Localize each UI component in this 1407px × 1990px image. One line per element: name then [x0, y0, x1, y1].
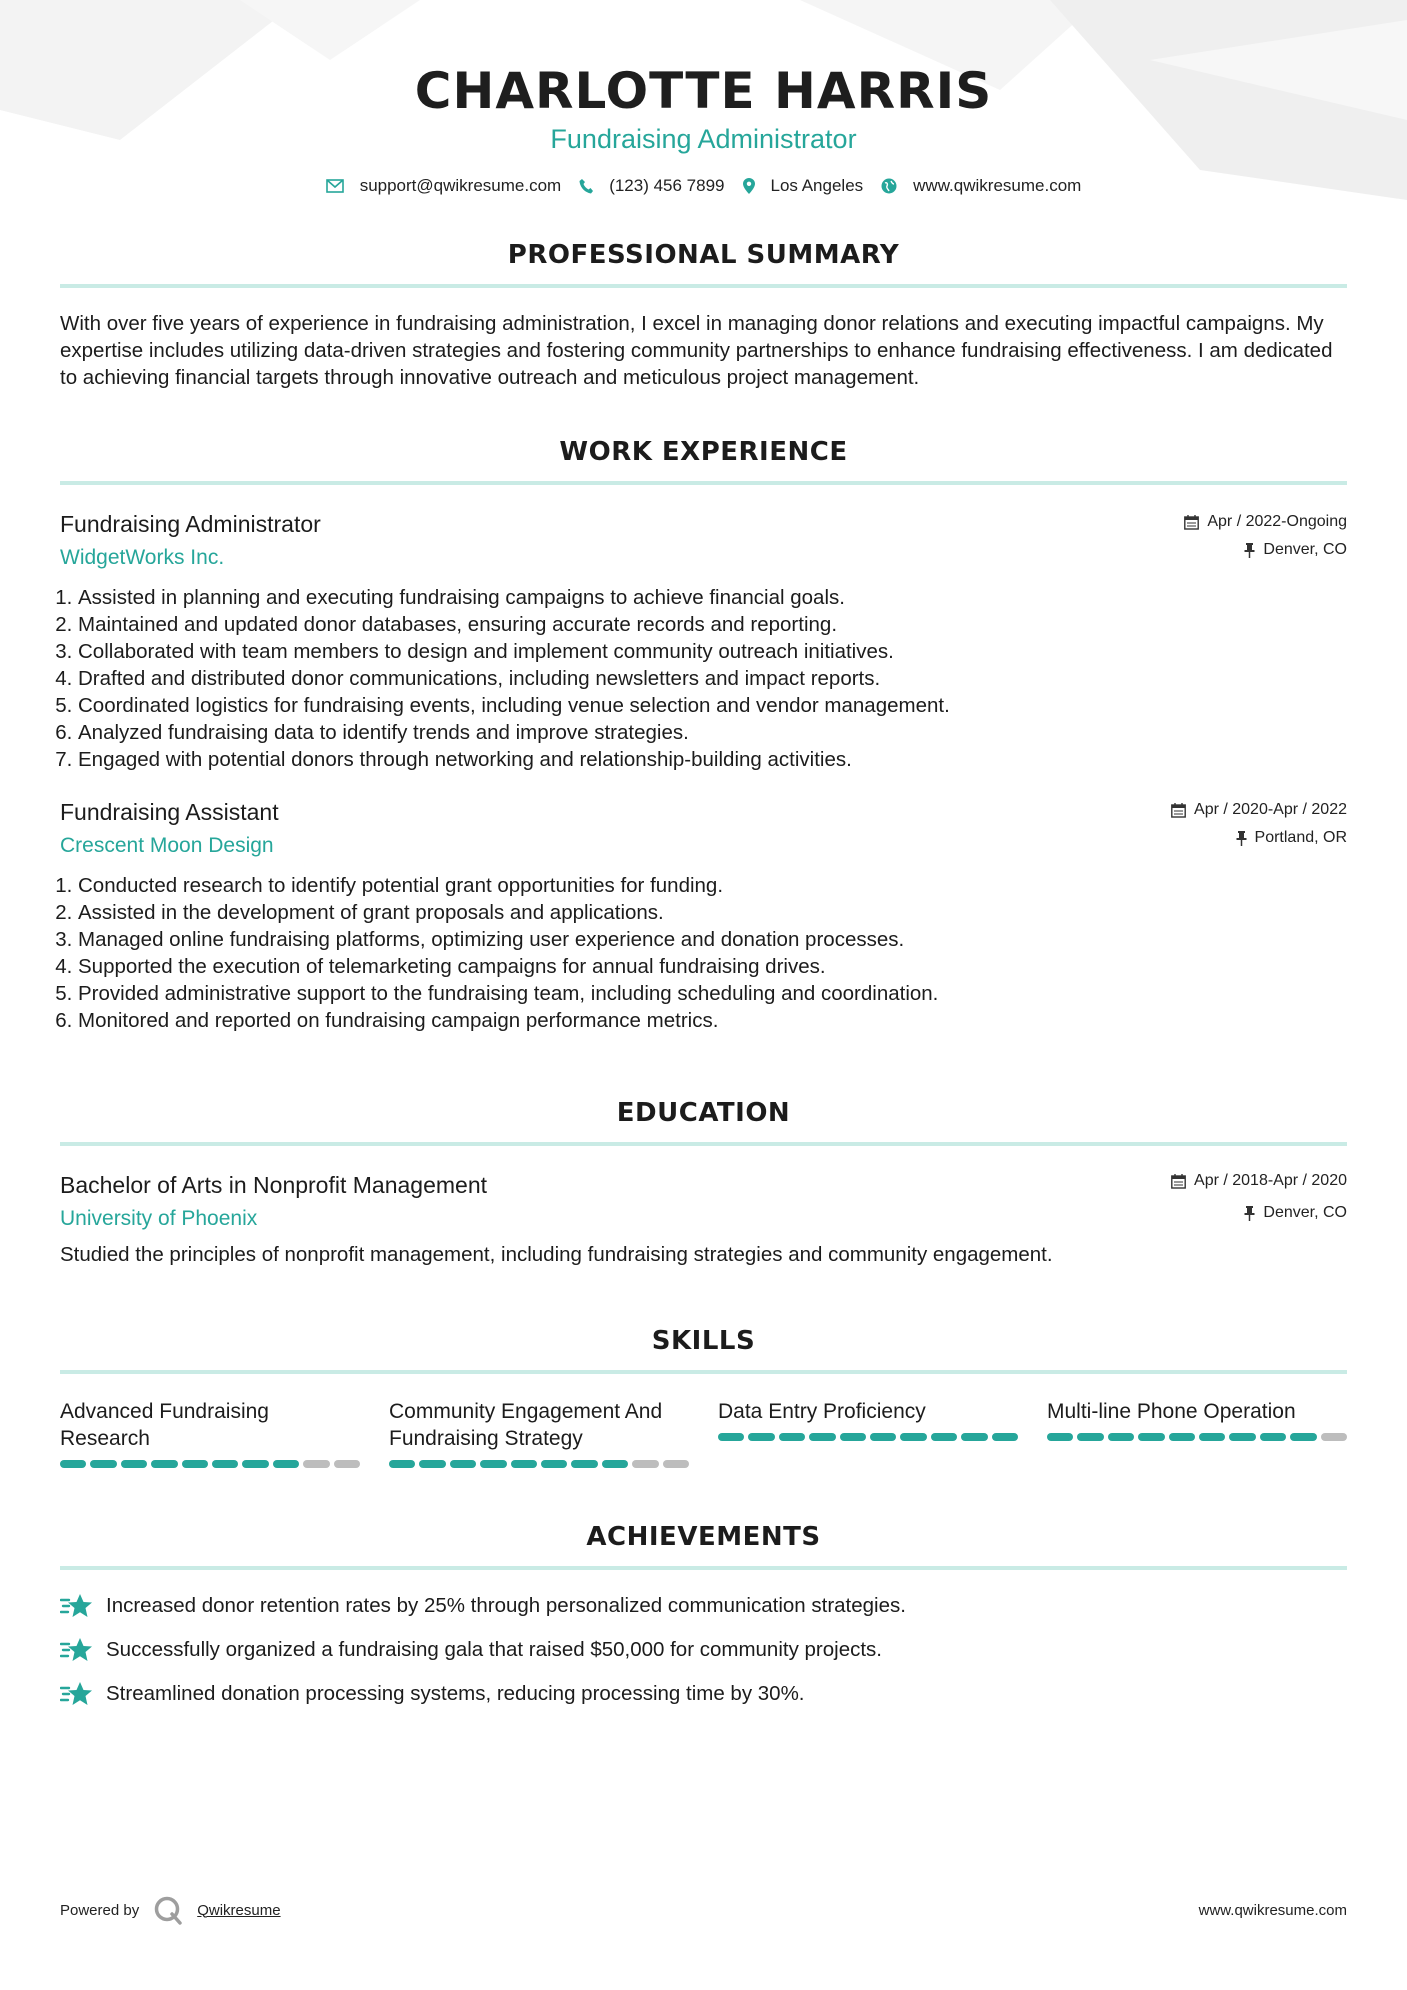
education-description: Studied the principles of nonprofit management, including fundraising strategies and community engagement. [60, 1243, 1053, 1266]
skill-item [718, 1398, 1018, 1468]
company-name: WidgetWorks Inc. [60, 546, 225, 569]
skill-segment-filled [1138, 1433, 1164, 1441]
contact-phone[interactable] [579, 176, 724, 196]
list-item: 2. Assisted in the development of grant proposals and applications. [78, 899, 1347, 926]
list-item: 3. Managed online fundraising platforms, optimizing user experience and donation processes. [78, 926, 1347, 953]
contact-email[interactable] [326, 176, 562, 196]
job-location [1171, 829, 1347, 847]
skill-segment-empty [334, 1460, 360, 1468]
job-dates [1184, 513, 1347, 531]
skill-segment-filled [151, 1460, 177, 1468]
education-section [60, 1098, 1347, 1268]
skill-segment-filled [541, 1460, 567, 1468]
experience-section [60, 437, 1347, 1034]
skill-segment-filled [571, 1460, 597, 1468]
skill-segment-filled [121, 1460, 147, 1468]
section-title-skills: SKILLS [651, 1326, 756, 1356]
skill-segment-filled [900, 1433, 926, 1441]
star-icon [60, 1593, 92, 1619]
skill-segment-filled [718, 1433, 744, 1441]
company-name: Crescent Moon Design [60, 834, 274, 857]
contact-email-text: support@qwikresume.com [359, 176, 562, 195]
section-divider [60, 284, 1347, 288]
job-location-text: Denver, CO [1263, 541, 1347, 558]
list-item: 6. Monitored and reported on fundraising campaign performance metrics. [78, 1007, 1347, 1034]
calendar-icon [1171, 803, 1186, 818]
skill-segment-filled [90, 1460, 116, 1468]
skill-segment-empty [663, 1460, 689, 1468]
skill-segment-filled [1047, 1433, 1073, 1441]
skill-segment-filled [1169, 1433, 1195, 1441]
contact-phone-text: (123) 456 7899 [609, 176, 725, 195]
list-item: 1. Assisted in planning and executing fundraising campaigns to achieve financial goals. [78, 584, 1347, 611]
skill-name: Multi-line Phone Operation [1047, 1400, 1296, 1423]
job-title: Fundraising Assistant [60, 799, 279, 825]
job-meta [1184, 513, 1347, 559]
skill-segment-filled [1260, 1433, 1286, 1441]
degree-title: Bachelor of Arts in Nonprofit Management [60, 1172, 488, 1198]
skill-segment-filled [480, 1460, 506, 1468]
section-divider [60, 1142, 1347, 1146]
skill-item [389, 1398, 689, 1468]
section-divider [60, 1566, 1347, 1570]
list-item: 3. Collaborated with team members to design and implement community outreach initiatives. [78, 638, 1347, 665]
achievement-text: Increased donor retention rates by 25% through personalized communication strategies. [106, 1594, 906, 1617]
achievement-item [60, 1672, 1347, 1716]
map-pin-icon [743, 178, 755, 194]
job-entry [60, 797, 1347, 1034]
qwikresume-link[interactable]: Qwikresume [197, 1901, 281, 1919]
skill-name: Advanced Fundraising Research [60, 1400, 269, 1450]
achievements-section [60, 1522, 1347, 1716]
list-item: 5. Provided administrative support to the fundraising team, including scheduling and coordination. [78, 980, 1347, 1007]
education-entry [60, 1170, 1347, 1268]
section-divider [60, 481, 1347, 485]
skill-segment-filled [779, 1433, 805, 1441]
skill-segment-filled [1108, 1433, 1134, 1441]
list-item: 6. Analyzed fundraising data to identify trends and improve strategies. [78, 719, 1347, 746]
skill-segment-filled [961, 1433, 987, 1441]
skill-segment-filled [212, 1460, 238, 1468]
skill-segment-filled [992, 1433, 1018, 1441]
skill-segment-filled [1290, 1433, 1316, 1441]
summary-text: With over five years of experience in fundraising administration, I excel in managing donor relations and executing impactful campaigns. My expertise includes utilizing data-driven strategies and fostering community partnerships to enhance fundraising effectiveness. I am dedicated to achieving financial targets through innovative outreach and meticulous project management. [60, 312, 1333, 389]
star-icon [60, 1637, 92, 1663]
section-title-achievements: ACHIEVEMENTS [586, 1522, 821, 1552]
skill-name: Community Engagement And Fundraising Strategy [389, 1400, 663, 1450]
section-title-experience: WORK EXPERIENCE [559, 437, 848, 467]
job-entry [60, 509, 1347, 773]
job-duties-list [60, 584, 1347, 773]
skill-name: Data Entry Proficiency [718, 1400, 926, 1423]
list-item: 7. Engaged with potential donors through networking and relationship-building activities. [78, 746, 1347, 773]
powered-by [60, 1895, 281, 1925]
skill-segment-filled [60, 1460, 86, 1468]
qwikresume-logo-icon [153, 1895, 183, 1925]
job-duties-list [60, 872, 1347, 1034]
education-location-text: Denver, CO [1263, 1204, 1347, 1221]
skill-segment-filled [748, 1433, 774, 1441]
list-item: 2. Maintained and updated donor databases, ensuring accurate records and reporting. [78, 611, 1347, 638]
powered-by-label: Powered by [60, 1901, 140, 1919]
job-dates-text: Apr / 2020-Apr / 2022 [1194, 801, 1347, 818]
calendar-icon [1184, 515, 1199, 530]
skills-grid [60, 1398, 1347, 1468]
skill-segment-empty [303, 1460, 329, 1468]
candidate-role: Fundraising Administrator [550, 124, 857, 154]
candidate-name: CHARLOTTE HARRIS [414, 62, 993, 120]
summary-section [60, 240, 1347, 391]
skill-segment-filled [182, 1460, 208, 1468]
list-item: 4. Supported the execution of telemarketing campaigns for annual fundraising drives. [78, 953, 1347, 980]
skill-segment-empty [1321, 1433, 1347, 1441]
footer-website[interactable]: www.qwikresume.com [1198, 1901, 1347, 1919]
calendar-icon [1171, 1174, 1186, 1189]
pushpin-icon [1244, 543, 1255, 558]
skills-section [60, 1326, 1347, 1468]
envelope-icon [326, 179, 344, 193]
skill-item [60, 1398, 360, 1468]
education-meta [1171, 1172, 1347, 1222]
contact-bar [60, 176, 1347, 196]
skill-segment-empty [632, 1460, 658, 1468]
section-divider [60, 1370, 1347, 1374]
skill-segment-filled [242, 1460, 268, 1468]
achievement-text: Successfully organized a fundraising gala that raised $50,000 for community projects. [106, 1638, 883, 1661]
school-name: University of Phoenix [60, 1207, 258, 1230]
job-dates-text: Apr / 2022-Ongoing [1207, 513, 1347, 530]
skill-level-bar [60, 1460, 360, 1468]
contact-website-text: www.qwikresume.com [913, 176, 1082, 195]
list-item: 4. Drafted and distributed donor communications, including newsletters and impact reports. [78, 665, 1347, 692]
education-dates [1171, 1172, 1347, 1190]
skill-segment-filled [840, 1433, 866, 1441]
job-meta [1171, 801, 1347, 847]
job-title: Fundraising Administrator [60, 511, 321, 537]
skill-segment-filled [450, 1460, 476, 1468]
skill-segment-filled [1229, 1433, 1255, 1441]
achievement-text: Streamlined donation processing systems, reducing processing time by 30%. [106, 1682, 805, 1705]
skill-segment-filled [1199, 1433, 1225, 1441]
contact-location [743, 176, 864, 196]
list-item: 5. Coordinated logistics for fundraising events, including venue selection and vendor management. [78, 692, 1347, 719]
skill-segment-filled [1077, 1433, 1103, 1441]
achievement-item [60, 1584, 1347, 1628]
skill-level-bar [389, 1460, 689, 1468]
skill-segment-filled [511, 1460, 537, 1468]
globe-icon [881, 178, 897, 194]
pushpin-icon [1244, 1206, 1255, 1221]
achievements-list [60, 1584, 1347, 1716]
achievement-item [60, 1628, 1347, 1672]
job-location [1184, 541, 1347, 559]
skill-segment-filled [809, 1433, 835, 1441]
star-icon [60, 1681, 92, 1707]
page-footer [60, 1895, 1347, 1925]
section-title-summary: PROFESSIONAL SUMMARY [507, 240, 900, 270]
skill-segment-filled [389, 1460, 415, 1468]
skill-level-bar [718, 1433, 1018, 1441]
education-location [1171, 1204, 1347, 1222]
job-dates [1171, 801, 1347, 819]
section-title-education: EDUCATION [616, 1098, 791, 1128]
phone-icon [579, 178, 593, 194]
job-location-text: Portland, OR [1254, 829, 1347, 846]
skill-segment-filled [419, 1460, 445, 1468]
skill-segment-filled [931, 1433, 957, 1441]
skill-segment-filled [273, 1460, 299, 1468]
education-dates-text: Apr / 2018-Apr / 2020 [1194, 1172, 1347, 1189]
contact-website[interactable] [881, 176, 1081, 196]
skill-segment-filled [602, 1460, 628, 1468]
contact-location-text: Los Angeles [770, 176, 864, 195]
skill-segment-filled [870, 1433, 896, 1441]
skill-item [1047, 1398, 1347, 1468]
pushpin-icon [1236, 831, 1247, 846]
skill-level-bar [1047, 1433, 1347, 1441]
list-item: 1. Conducted research to identify potential grant opportunities for funding. [78, 872, 1347, 899]
